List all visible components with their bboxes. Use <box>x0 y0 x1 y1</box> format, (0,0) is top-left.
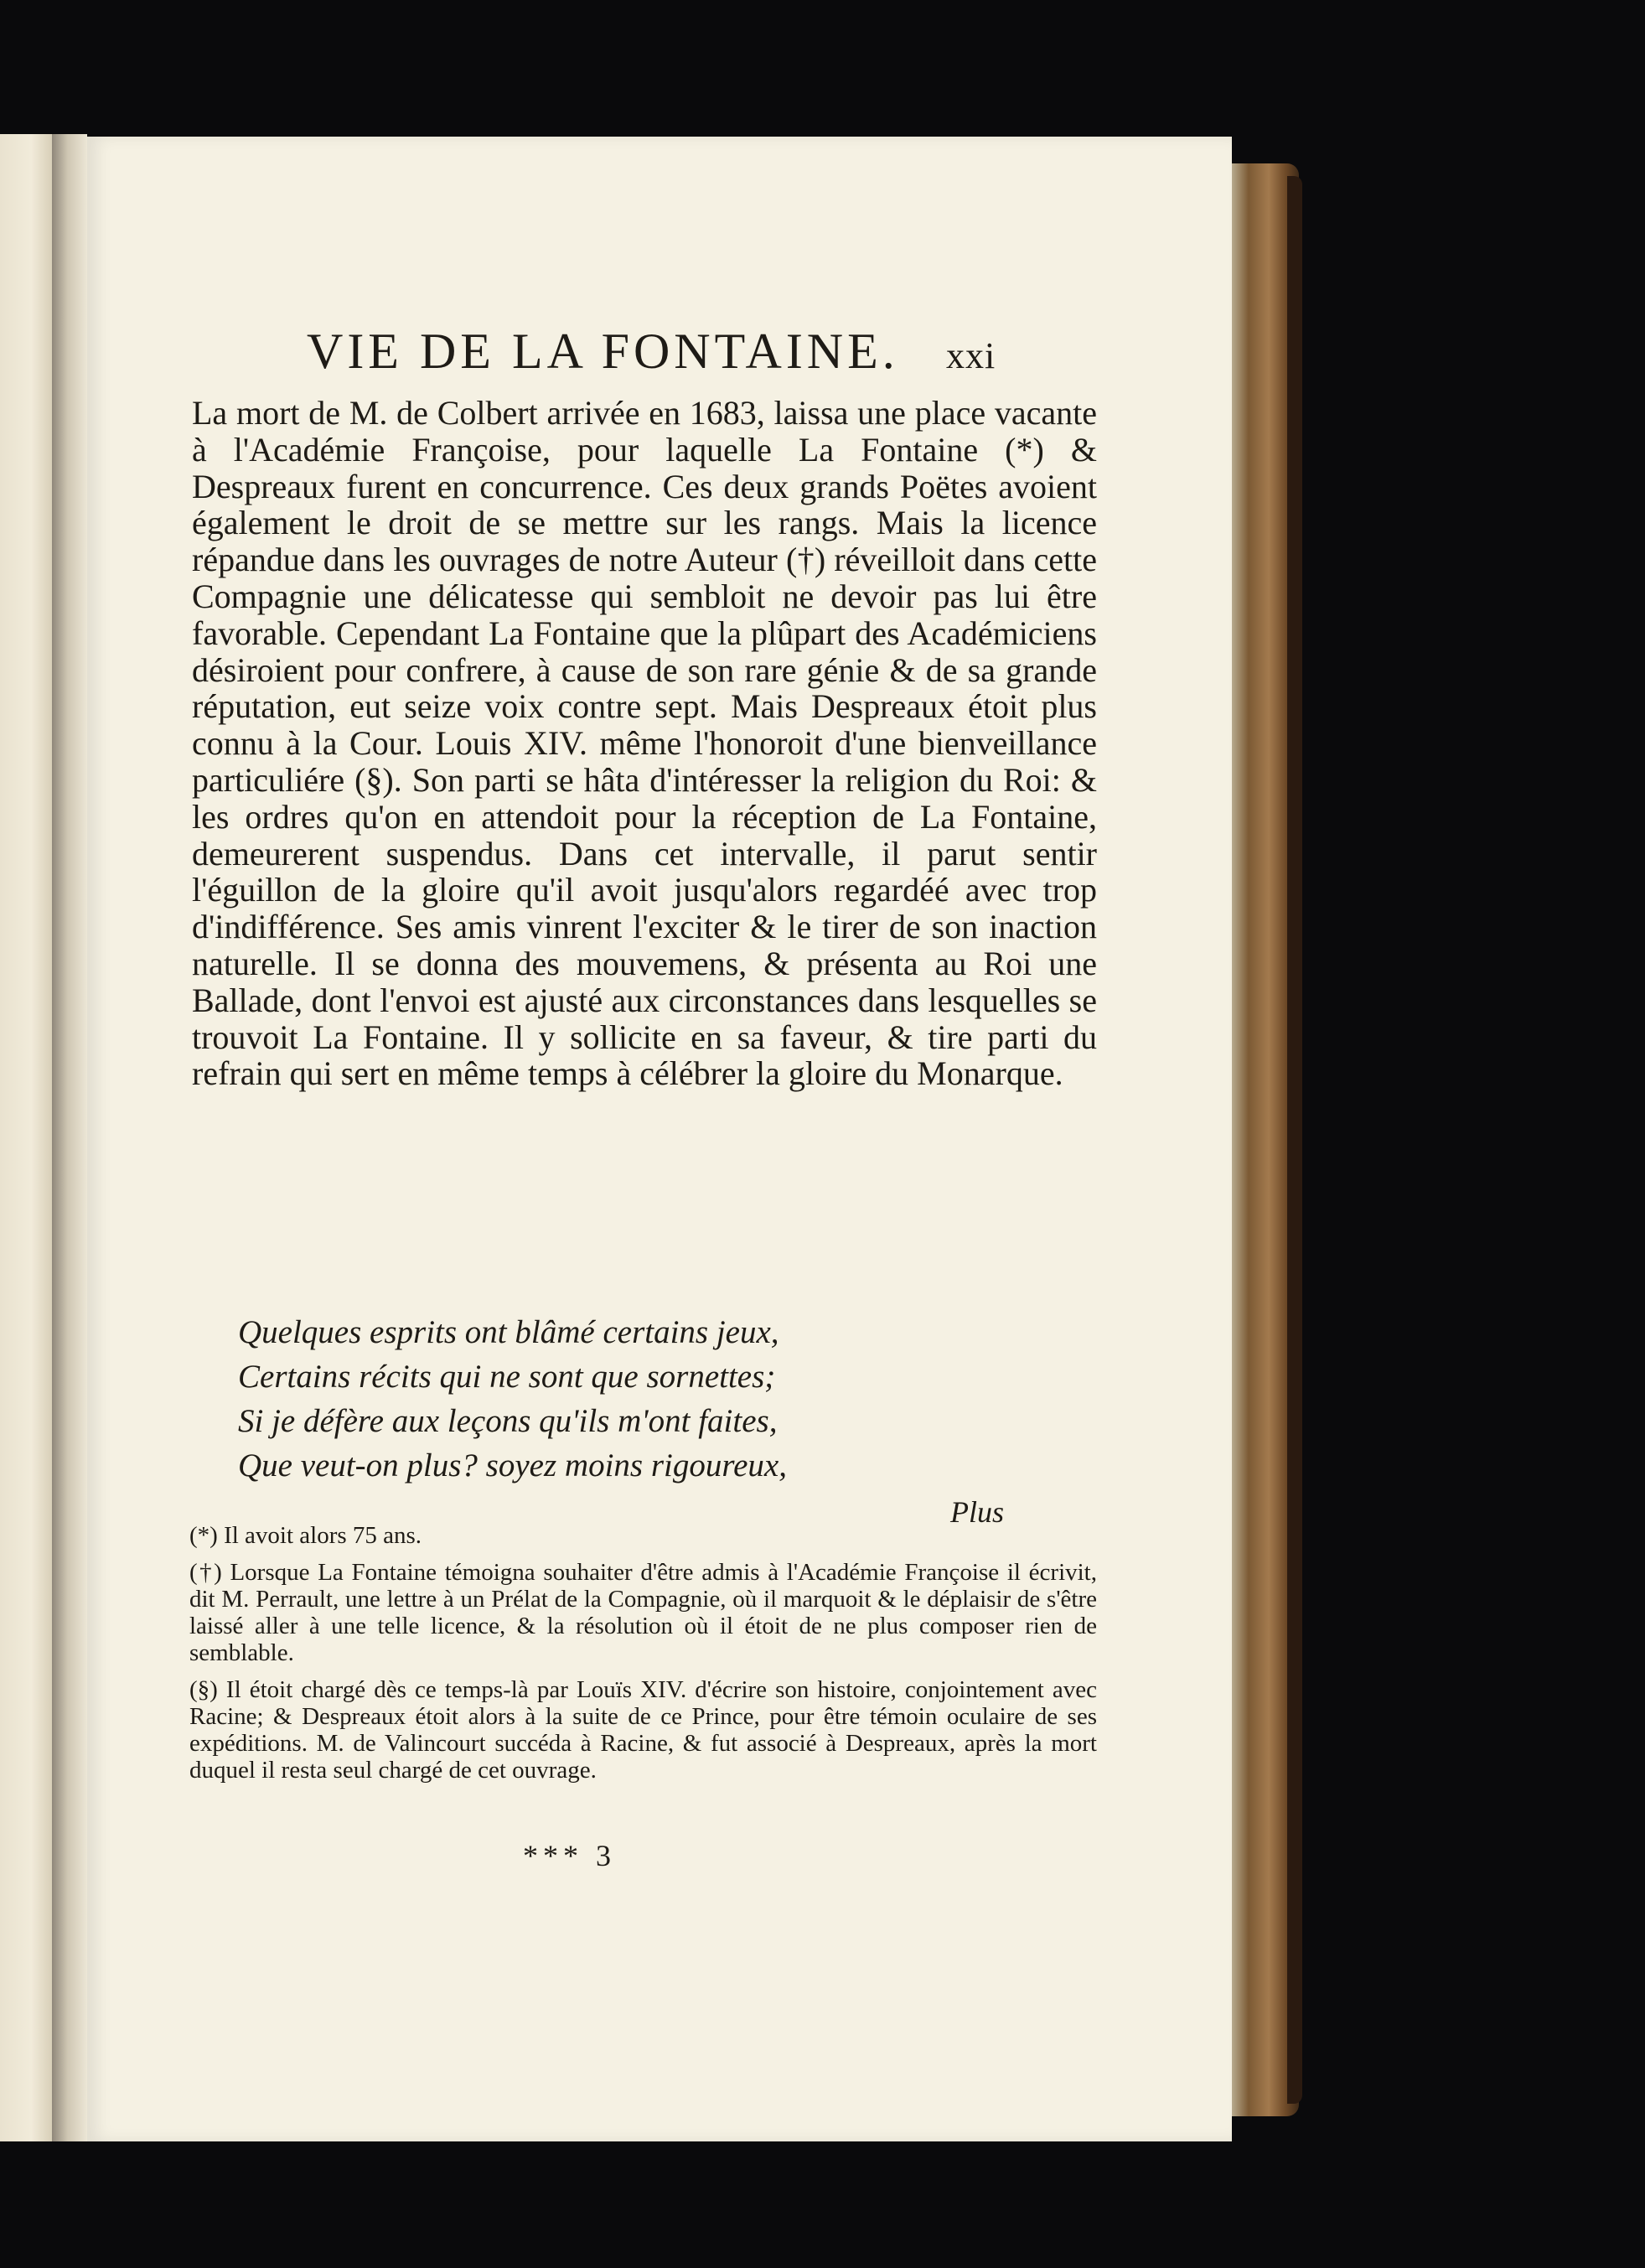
verse-line: Que veut-on plus? soyez moins rigoureux, <box>238 1447 787 1484</box>
footnotes <box>189 1517 1097 1794</box>
footnote: (*) Il avoit alors 75 ans. <box>189 1522 422 1549</box>
book-page <box>87 137 1232 2141</box>
verse-line: Si je défère aux leçons qu'ils m'ont faites, <box>238 1403 778 1439</box>
catchword: Plus <box>950 1495 1005 1529</box>
signature-mark: *** 3 <box>523 1839 616 1872</box>
footnote: (§) Il étoit chargé dès ce temps-là par Louïs XIV. d'écrire son histoire, conjointement avec Racine; & Despreaux étoit alors à la suite de ce Prince, pour être témoin oculaire de ses expéditions. M. de Valincourt succéda à Racine, & fut associé à Despreaux, après la mort duquel il resta seul chargé de cet ouvrage. <box>189 1676 1097 1784</box>
running-head <box>87 323 1232 390</box>
page-number: xxi <box>946 335 996 376</box>
main-paragraph: La mort de M. de Colbert arrivée en 1683, laissa une place vacante à l'Académie Françoise, pour laquelle La Fontaine (*) & Despreaux furent en concurrence. Ces deux grands Poëtes avoient également le droit de se mettre sur les rangs. Mais la licence répandue dans les ouvrages de notre Auteur (†) réveilloit dans cette Compagnie une délicatesse qui sembloit ne devoir pas lui être favorable. Cependant La Fontaine que la plûpart des Académiciens désiroient pour confrere, à cause de son rare génie & de sa grande réputation, eut seize voix contre sept. Mais Despreaux étoit plus connu à la Cour. Louis XIV. même l'honoroit d'une bienveillance particuliére (§). Son parti se hâta d'intéresser la religion du Roi: & les ordres qu'on en attendoit pour la réception de La Fontaine, demeurerent suspendus. Dans cet intervalle, il parut sentir l'éguillon de la gloire qu'il avoit jusqu'alors regardéé avec trop d'indifférence. Ses amis vinrent l'exciter & le tirer de son inaction naturelle. Il se donna des mouvemens, & présenta au Roi une Ballade, dont l'envoi est ajusté aux circonstances dans lesquelles se trouvoit La Fontaine. Il y sollicite en sa faveur, & tire parti du refrain qui sert en même temps à célébrer la gloire du Monarque. <box>192 394 1097 1093</box>
cover-shadow <box>1287 176 1302 2104</box>
footnote: (†) Lorsque La Fontaine témoigna souhaiter d'être admis à l'Académie Françoise il écrivit, dit M. Perrault, une lettre à un Prélat de la Compagnie, où il marquoit & le déplaisir de s'être laissé aller à une telle licence, & la résolution où il étoit de ne plus composer rien de semblable. <box>189 1559 1097 1666</box>
running-title: VIE DE LA FONTAINE. <box>307 324 899 379</box>
verse-line: Certains récits qui ne sont que sornettes; <box>238 1359 776 1395</box>
book-gutter <box>52 134 87 2141</box>
facing-page-edge <box>0 134 52 2141</box>
verse-quotation <box>238 1310 959 1488</box>
verse-line: Quelques esprits ont blâmé certains jeux, <box>238 1314 779 1350</box>
